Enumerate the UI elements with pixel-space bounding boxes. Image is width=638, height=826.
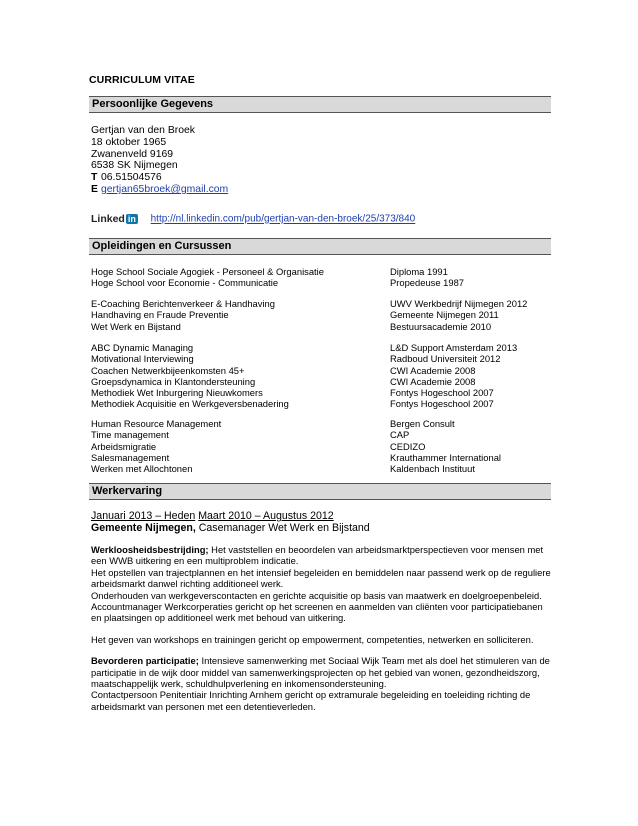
paragraph-1-heading: Werkloosheidsbestrijding; bbox=[91, 544, 209, 555]
linkedin-row bbox=[91, 213, 415, 227]
education-row: Coachen Netwerkbijeenkomsten 45+ CWI Academie 2008 bbox=[91, 364, 476, 376]
education-row: Methodiek Acquisitie en Werkgeversbenadering Fontys Hogeschool 2007 bbox=[91, 398, 494, 410]
education-row: Werken met Allochtonen Kaldenbach Instituut bbox=[91, 463, 475, 475]
work-experience bbox=[91, 510, 551, 712]
linkedin-icon: Linked in bbox=[91, 213, 136, 225]
work-periods bbox=[91, 510, 551, 522]
education-row: Hoge School voor Economie - Communicatie Propedeuse 1987 bbox=[91, 277, 465, 289]
paragraph-3: Bevorderen participatie; Intensieve samenwerking met Sociaal Wijk Team met als doel het stimuleren van de participatie in de wijk door middel van samenwerkingsprojecten op het gebied van wonen, gezondheidszorg, maatschappelijk werk, schuldhulpverlening en inkomensondersteuning. Contactpersoon Penitentiair Inrichting Arnhem gericht op extramurale begeleiding en toeleiding richting de arbeidsmarkt van personen met een detentieverleden. bbox=[91, 655, 550, 712]
period-2: Maart 2010 – Augustus 2012 bbox=[198, 510, 334, 522]
education-row: Motivational Interviewing Radboud Universiteit 2012 bbox=[91, 353, 501, 365]
employer-line bbox=[91, 522, 551, 534]
education-row: Hoge School Sociale Agogiek - Personeel & Organisatie Diploma 1991 bbox=[91, 266, 448, 277]
phone: 06.51504576 bbox=[101, 172, 162, 184]
role: Casemanager Wet Werk en Bijstand bbox=[195, 522, 370, 534]
education-row: Human Resource Management Bergen Consult bbox=[91, 418, 455, 429]
paragraph-3-heading: Bevorderen participatie; bbox=[91, 655, 199, 667]
email-line bbox=[91, 184, 228, 196]
section-title: Persoonlijke Gegevens bbox=[92, 98, 214, 110]
section-title: Werkervaring bbox=[92, 485, 163, 497]
section-education bbox=[89, 238, 551, 255]
education-group-4 bbox=[91, 418, 501, 475]
document-title: CURRICULUM VITAE bbox=[89, 74, 195, 86]
employer: Gemeente Nijmegen, bbox=[91, 522, 196, 534]
education-group-2 bbox=[91, 298, 528, 332]
phone-line bbox=[91, 172, 228, 184]
paragraph-1: Werkloosheidsbestrijding; Het vaststellen en beoordelen van arbeidsmarktperspectieven voor mensen met een WWB uitkering en een multiproblem indicatie. Het opstellen van trajectplannen en het intensief begeleiden en bemiddelen naar passend werk op de reguliere arbeidsmarkt danwel richting additioneel werk. Onderhouden van werkgeverscontacten en gerichte acquisitie op basis van maatwerk en doelgroepenbeleid. Accountmanager Werkcorperaties gericht op het screenen en aanmelden van cliënten voor participatiebanen en plaatsingen op additioneel werk met behoud van uitkering. bbox=[91, 544, 551, 624]
education-group-1 bbox=[91, 266, 465, 289]
education-row: Methodiek Wet Inburgering Nieuwkomers Fontys Hogeschool 2007 bbox=[91, 387, 494, 399]
education-row: Salesmanagement Krauthammer International bbox=[91, 451, 501, 463]
paragraph-2: Het geven van workshops en trainingen gericht op empowerment, competenties, netwerken en solliciteren. bbox=[91, 633, 534, 645]
name: Gertjan van den Broek bbox=[91, 125, 195, 136]
section-title: Opleidingen en Cursussen bbox=[92, 240, 232, 252]
linkedin-link[interactable]: http://nl.linkedin.com/pub/gertjan-van-den-broek/25/373/840 bbox=[150, 213, 416, 225]
phone-label: T bbox=[91, 172, 98, 184]
personal-details bbox=[91, 125, 228, 196]
education-row: Time management CAP bbox=[91, 429, 410, 441]
section-work bbox=[89, 483, 551, 500]
birthdate: 18 oktober 1965 bbox=[91, 136, 167, 148]
period-1: Januari 2013 – Heden bbox=[91, 510, 196, 522]
education-row: E-Coaching Berichtenverkeer & Handhaving UWV Werkbedrijf Nijmegen 2012 bbox=[91, 298, 528, 309]
email-link[interactable]: gertjan65broek@gmail.com bbox=[101, 183, 229, 195]
street: Zwanenveld 9169 bbox=[91, 148, 174, 160]
education-row: Arbeidsmigratie CEDIZO bbox=[91, 440, 426, 452]
education-group-3 bbox=[91, 342, 518, 410]
city: 6538 SK Nijmegen bbox=[91, 160, 178, 172]
education-row: Wet Werk en Bijstand Bestuursacademie 2010 bbox=[91, 320, 492, 332]
education-row: ABC Dynamic Managing L&D Support Amsterdam 2013 bbox=[91, 342, 518, 353]
education-row: Groepsdynamica in Klantondersteuning CWI Academie 2008 bbox=[91, 375, 476, 387]
section-personal bbox=[89, 96, 551, 113]
education-row: Handhaving en Fraude Preventie Gemeente Nijmegen 2011 bbox=[91, 309, 499, 321]
email-label: E bbox=[91, 183, 98, 195]
